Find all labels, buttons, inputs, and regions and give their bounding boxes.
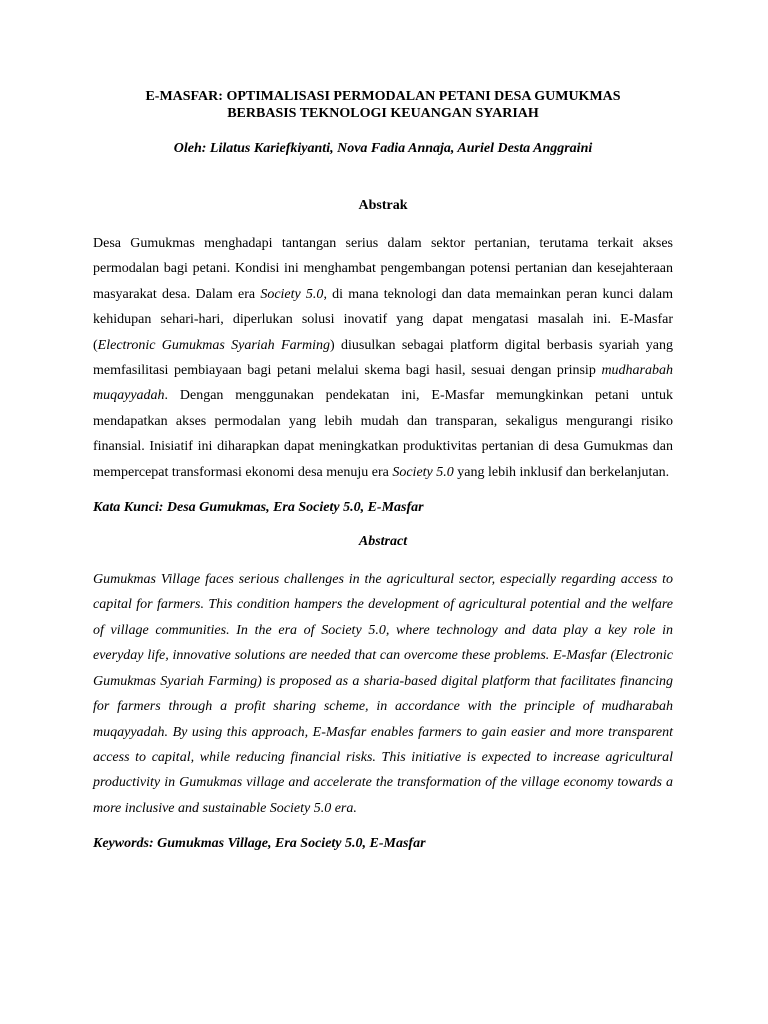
document-page <box>93 88 673 852</box>
abstract-heading: Abstract <box>358 534 408 550</box>
abstrak-heading: Abstrak <box>358 198 408 213</box>
paper-title-line-2: BERBASIS TEKNOLOGI KEUANGAN SYARIAH <box>227 106 539 121</box>
paper-title <box>93 88 673 122</box>
abstrak-term-society-1: Society 5.0 <box>260 286 324 302</box>
abstrak-text-2: , di mana teknologi dan data memainkan peran kunci dalam kehidupan sehari-hari, diperlukan solusi inovatif yang dapat mengatasi masalah ini. E-Masfar ( <box>93 286 674 353</box>
abstrak-term-mudharabah: mudharabah muqayyadah <box>93 363 673 404</box>
paper-authors: Oleh: Lilatus Kariefkiyanti, Nova Fadia Annaja, Auriel Desta Anggraini <box>173 141 593 156</box>
abstract-paragraph: Gumukmas Village faces serious challenges in the agricultural sector, especially regarding access to capital for farmers. This condition hampers the development of agricultural potential and the welfare of village communities. In the era of Society 5.0, where technology and data play a key role in everyday life, innovative solutions are needed that can overcome these problems. E-Masfar (Electronic Gumukmas Syariah Farming) is proposed as a sharia-based digital platform that facilitates financing for farmers through a profit sharing scheme, in accordance with the principle of mudharabah muqayyadah. By using this approach, E-Masfar enables farmers to gain easier and more transparent access to capital, while reducing financial risks. This initiative is expected to increase agricultural productivity in Gumukmas village and accelerate the transformation of the village economy towards a more inclusive and sustainable Society 5.0 era. <box>93 572 673 816</box>
abstrak-text-3: ) diusulkan sebagai platform digital berbasis syariah yang memfasilitasi pembiayaan bagi petani melalui skema bagi hasil, sesuai dengan prinsip <box>93 337 673 379</box>
abstrak-text-1: Desa Gumukmas menghadapi tantangan serius dalam sektor pertanian, terutama terkait akses permodalan bagi petani. Kondisi ini menghambat pengembangan potensi pertanian dan kesejahteraan masyarakat desa. Dalam era <box>93 236 673 302</box>
kata-kunci: Kata Kunci: Desa Gumukmas, Era Society 5.0, E-Masfar <box>93 500 424 516</box>
paper-title-line-1: E-MASFAR: OPTIMALISASI PERMODALAN PETANI DESA GUMUKMAS <box>145 89 621 104</box>
abstrak-text-5: yang lebih inklusif dan berkelanjutan. <box>453 464 670 480</box>
abstrak-term-emasfar-expansion: Electronic Gumukmas Syariah Farming <box>97 337 331 353</box>
keywords: Keywords: Gumukmas Village, Era Society 5.0, E-Masfar <box>93 836 426 852</box>
abstrak-paragraph <box>93 231 673 485</box>
abstrak-text-4: . Dengan menggunakan pendekatan ini, E-Masfar memungkinkan petani untuk mendapatkan akses permodalan yang lebih mudah dan transparan, sekaligus mengurangi risiko finansial. Inisiatif ini diharapkan dapat meningkatkan produktivitas pertanian di desa Gumukmas dan mempercepat transformasi ekonomi desa menuju era <box>93 388 673 480</box>
abstrak-term-society-2: Society 5.0 <box>392 464 454 480</box>
